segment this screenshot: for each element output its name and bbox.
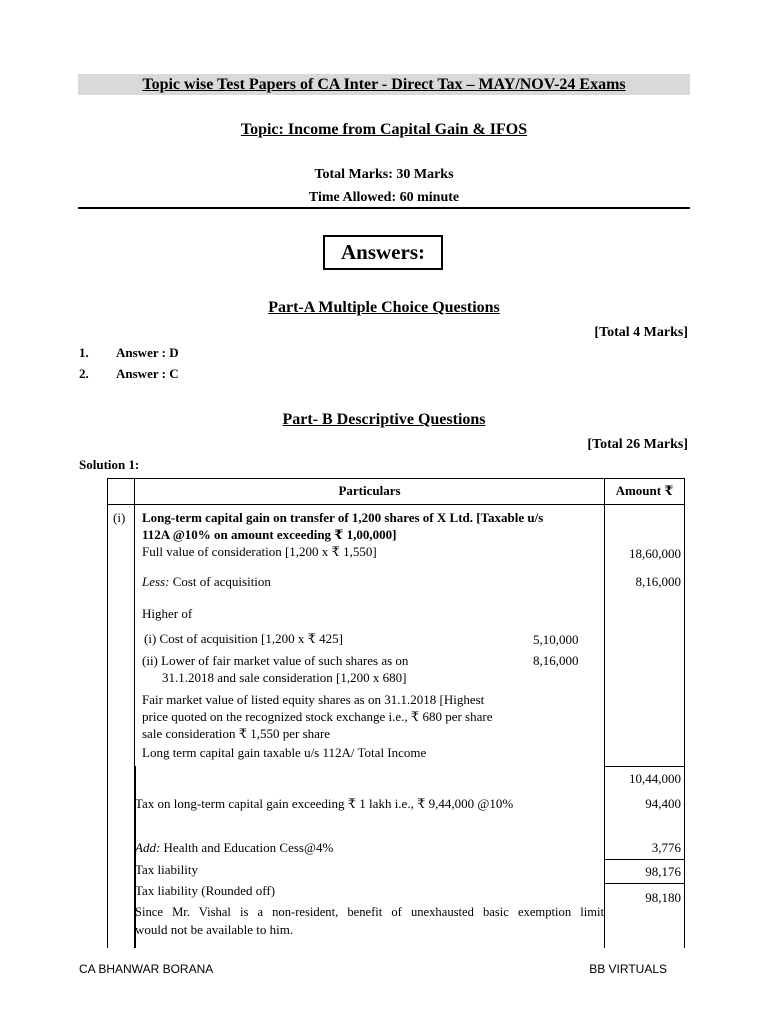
ltcg-top-rule xyxy=(604,766,684,767)
rounded-text: Tax liability (Rounded off) xyxy=(135,883,276,898)
time-allowed: Time Allowed: 60 minute xyxy=(308,190,460,205)
less-amount: 8,16,000 xyxy=(635,574,681,589)
coa-ii-amount: 8,16,000 xyxy=(533,653,579,668)
part-b-title: Part- B Descriptive Questions xyxy=(282,411,486,428)
tax-amount: 94,400 xyxy=(645,796,681,811)
col-particulars-header: Particulars xyxy=(338,483,401,498)
cess-amount: 3,776 xyxy=(651,840,681,855)
ltcg-text: Long term capital gain taxable u/s 112A/ Total Income xyxy=(142,745,427,760)
less-text: Cost of acquisition xyxy=(169,574,271,589)
fmv-line1: Fair market value of listed equity shares as on 31.1.2018 [Highest xyxy=(142,692,485,707)
table-border-right xyxy=(684,478,685,948)
part-a-title: Part-A Multiple Choice Questions xyxy=(268,299,500,316)
coa-ii-line2: 31.1.2018 and sale consideration [1,200 x 680] xyxy=(162,670,407,685)
full-value-text: Full value of consideration [1,200 x ₹ 1,550] xyxy=(142,544,377,559)
higher-of-label: Higher of xyxy=(142,606,193,621)
part-b-total: [Total 26 Marks] xyxy=(587,437,688,452)
part-a-total: [Total 4 Marks] xyxy=(594,325,688,340)
total-marks: Total Marks: 30 Marks xyxy=(314,167,454,182)
liability-bottom-rule xyxy=(604,883,684,884)
table-col-divider-1 xyxy=(134,478,135,766)
less-cost-row xyxy=(142,573,271,590)
coa-i-text: (i) Cost of acquisition [1,200 x ₹ 425] xyxy=(144,631,343,646)
topic-title: Topic: Income from Capital Gain & IFOS xyxy=(240,121,528,138)
fmv-line2: price quoted on the recognized stock exchange i.e., ₹ 680 per share xyxy=(142,709,493,724)
answer-1-num: 1. xyxy=(79,345,89,360)
header-divider xyxy=(78,207,690,209)
liability-amount: 98,176 xyxy=(645,864,681,879)
solution-label: Solution 1: xyxy=(79,457,140,472)
fmv-line3: sale consideration ₹ 1,550 per share xyxy=(142,726,331,741)
less-label: Less: xyxy=(142,574,170,589)
liability-text: Tax liability xyxy=(135,862,198,877)
table-border-top xyxy=(107,478,685,479)
coa-i-amount: 5,10,000 xyxy=(533,632,579,647)
coa-ii-line1: (ii) Lower of fair market value of such shares as on xyxy=(142,653,409,668)
note-line1: Since Mr. Vishal is a non-resident, benefit of unexhausted basic exemption limit xyxy=(135,905,604,919)
tax-text: Tax on long-term capital gain exceeding ₹ 1 lakh i.e., ₹ 9,44,000 @10% xyxy=(135,796,514,811)
document-title: Topic wise Test Papers of CA Inter - Direct Tax – MAY/NOV-24 Exams xyxy=(142,76,626,93)
answers-heading: Answers: xyxy=(323,235,443,270)
table-border-left xyxy=(107,478,108,948)
ltcg-heading-line2: 112A @10% on amount exceeding ₹ 1,00,000] xyxy=(142,527,397,542)
add-label: Add: xyxy=(135,840,161,855)
solution-table xyxy=(107,478,685,948)
row-number: (i) xyxy=(113,510,126,525)
table-header-divider xyxy=(107,504,685,505)
answer-1: Answer : D xyxy=(116,345,179,360)
rounded-amount: 98,180 xyxy=(645,890,681,905)
full-value-amount: 18,60,000 xyxy=(629,546,681,561)
ltcg-heading-line1: Long-term capital gain on transfer of 1,200 shares of X Ltd. [Taxable u/s xyxy=(142,510,544,525)
liability-top-rule xyxy=(604,859,684,860)
footer-left: CA BHANWAR BORANA xyxy=(79,962,214,976)
answer-2: Answer : C xyxy=(116,366,179,381)
col-amount-header: Amount ₹ xyxy=(615,483,674,498)
add-text: Health and Education Cess@4% xyxy=(160,840,334,855)
note-line2: would not be available to him. xyxy=(135,922,294,937)
answer-2-num: 2. xyxy=(79,366,89,381)
add-cess-row xyxy=(135,839,333,856)
footer-right: BB VIRTUALS xyxy=(589,962,667,976)
ltcg-amount: 10,44,000 xyxy=(629,771,681,786)
